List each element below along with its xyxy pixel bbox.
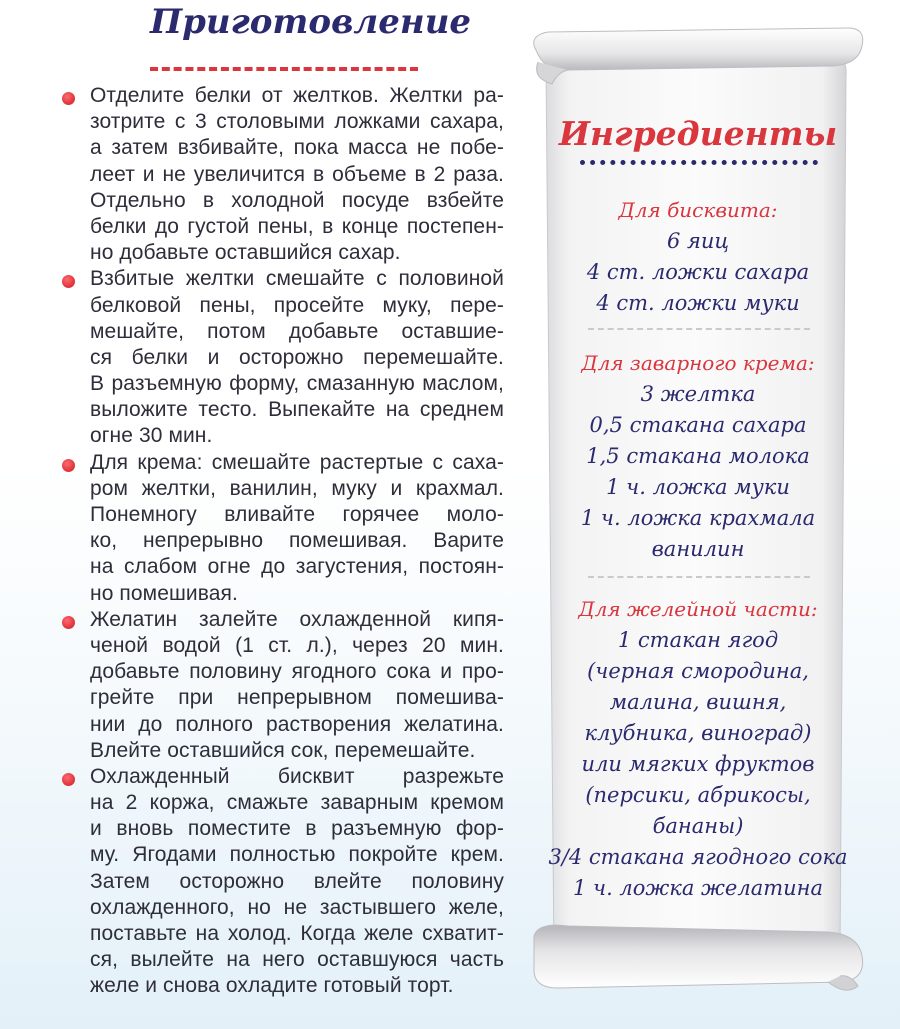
ingredient-item: 6 яиц	[666, 229, 730, 253]
ingredient-item: 3/4 стакана ягодного сока	[548, 845, 848, 869]
step-1	[62, 83, 504, 266]
step-line: огне 30 мин.	[90, 424, 213, 448]
step-line: но помешивая.	[90, 581, 238, 605]
ingredient-item: 0,5 стакана сахара	[589, 413, 807, 437]
step-line: ко, непрерывно помешивая. Варите	[90, 529, 504, 553]
step-line: грейте при непрерывном помешива-	[90, 686, 504, 710]
step-line: ром желтки, ванилин, муку и крахмал.	[90, 476, 504, 500]
group-title: Для заварного крема:	[581, 351, 815, 375]
bullet-icon	[62, 275, 75, 288]
ingredients-divider	[580, 160, 818, 165]
step-line: а затем взбивайте, пока масса не побе-	[90, 136, 504, 160]
step-line: Понемногу вливайте горячее моло-	[90, 503, 504, 526]
step-line: нии до полного растворения желатина.	[90, 712, 504, 736]
step-line: поставьте на холод. Когда желе схватит-	[90, 922, 504, 945]
bullet-icon	[62, 773, 75, 786]
ingredient-item: или мягких фруктов	[581, 752, 815, 776]
step-line: ченой водой (1 ст. л.), через 20 мин.	[90, 633, 504, 657]
step-line: ся белки и осторожно перемешайте.	[90, 345, 504, 369]
ingredient-item: бананы)	[652, 814, 744, 838]
step-line: Отделите белки от желтков. Желтки ра-	[90, 84, 504, 107]
ingredient-group-sponge	[528, 195, 868, 319]
ingredient-group-custard	[528, 348, 868, 565]
step-4	[62, 607, 504, 764]
group-title: Для желейной части:	[578, 597, 818, 621]
ingredient-item: 1 ч. ложка муки	[606, 475, 790, 499]
ingredient-item: 1 ч. ложка желатина	[572, 876, 824, 900]
step-line: Для крема: смешайте растертые с саха-	[90, 450, 504, 474]
ingredient-item: 1,5 стакана молока	[586, 444, 810, 468]
ingredient-item: (черная смородина,	[587, 659, 809, 683]
preparation-title: Приготовление	[150, 2, 472, 42]
step-line: белковой пены, просейте муку, пере-	[90, 293, 504, 317]
ingredient-item: 1 стакан ягод	[617, 628, 779, 652]
bullet-icon	[62, 92, 75, 105]
step-line: леет и не увеличится в объеме в 2 раза.	[90, 162, 504, 186]
step-line: Желатин залейте охлажденной кипя-	[90, 607, 504, 631]
step-line: мешайте, потом добавьте оставшие-	[90, 319, 504, 343]
group-separator	[588, 328, 810, 330]
ingredient-item: 4 ст. ложки сахара	[586, 260, 810, 284]
step-line: Влейте оставшийся сок, перемешайте.	[90, 738, 476, 762]
ingredients-scroll	[528, 26, 868, 1011]
step-line: на 2 коржа, смажьте заварным кремом	[90, 791, 504, 815]
step-line: Взбитые желтки смешайте с половиной	[90, 267, 504, 291]
step-line: на слабом огне до загустения, постоян-	[90, 555, 504, 579]
group-separator	[588, 576, 810, 578]
step-line: добавьте половину ягодного сока и про-	[90, 660, 504, 684]
ingredients-title: Ингредиенты	[558, 114, 838, 153]
step-line: Охлажденный бисквит разрежьте	[90, 764, 504, 788]
step-3	[62, 450, 504, 607]
ingredient-item: малина, вишня,	[609, 690, 787, 714]
step-line: желе и снова охладите готовый торт.	[90, 974, 454, 998]
ingredient-item: 4 ст. ложки муки	[596, 291, 800, 315]
step-2	[62, 266, 504, 449]
ingredient-group-jelly	[528, 594, 868, 904]
step-line: белки до густой пены, в конце постепен-	[90, 214, 504, 238]
bullet-icon	[62, 459, 75, 472]
bullet-icon	[62, 616, 75, 629]
step-line: выложите тесто. Выпекайте на среднем	[90, 398, 504, 422]
step-line: зотрите с 3 столовыми ложками сахара,	[90, 110, 504, 134]
ingredient-item: (персики, абрикосы,	[585, 783, 811, 807]
group-title: Для бисквита:	[618, 198, 778, 222]
step-5	[62, 764, 504, 1000]
step-line: му. Ягодами полностью покройте крем.	[90, 843, 504, 867]
ingredient-item: клубника, виноград)	[584, 721, 812, 745]
ingredient-item: 3 желтка	[640, 382, 756, 406]
step-line: но добавьте оставшийся сахар.	[90, 241, 401, 265]
step-line: Затем осторожно влейте половину	[90, 869, 504, 893]
step-line: Отдельно в холодной посуде взбейте	[90, 188, 504, 212]
step-line: охлажденного, но не застывшего желе,	[90, 895, 504, 919]
step-line: и вновь поместите в разъемную фор-	[90, 817, 504, 841]
step-line: В разъемную форму, смазанную маслом,	[90, 372, 504, 396]
ingredient-item: 1 ч. ложка крахмала	[580, 506, 816, 530]
ingredient-item: ванилин	[651, 537, 745, 561]
preparation-divider	[150, 67, 418, 71]
step-line: ся, вылейте на него оставшуюся часть	[90, 948, 504, 972]
preparation-steps	[62, 83, 504, 1000]
